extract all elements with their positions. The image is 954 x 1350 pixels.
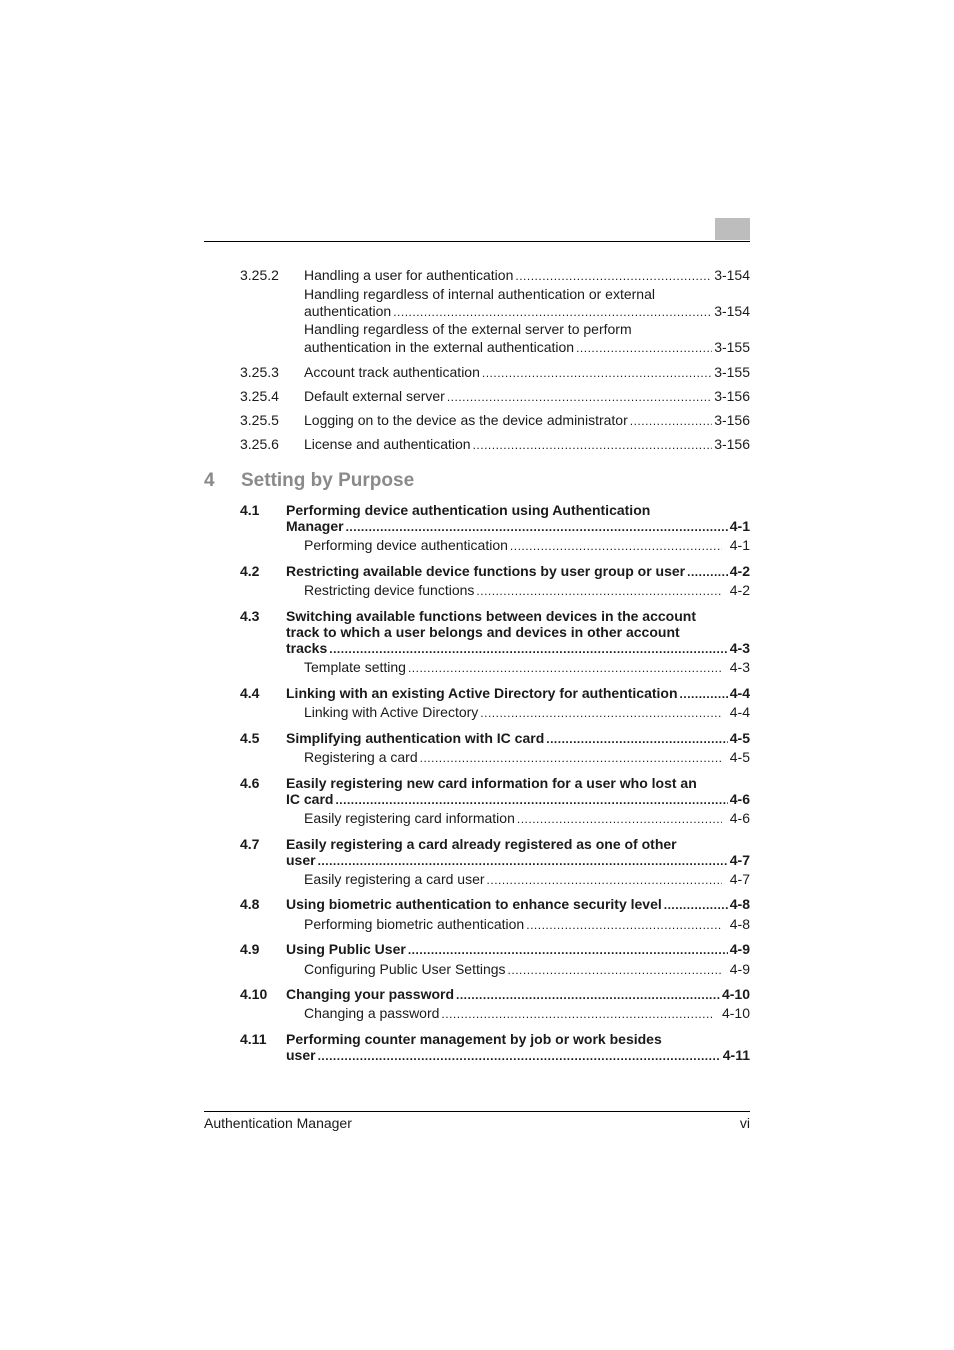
subsection-title: Changing a password: [304, 1005, 440, 1021]
section-title-line-3: tracks: [286, 640, 328, 656]
section-title: Restricting available device functions by user group or user: [286, 563, 686, 579]
entry-title-line-1: Handling regardless of internal authentication or external: [304, 286, 655, 302]
section-page: 4-10: [721, 986, 750, 1002]
section-number: 4.4: [240, 685, 260, 701]
subsection-title: Registering a card: [304, 749, 418, 765]
subsection-title: Restricting device functions: [304, 582, 475, 598]
entry-number: 3.25.3: [240, 364, 279, 380]
entry-page: 3-156: [714, 412, 750, 428]
dot-leader: [420, 750, 722, 766]
section-title-line-1: Performing counter management by job or work besides: [286, 1031, 662, 1047]
section-title-line-1: Easily registering new card information for a user who lost an: [286, 775, 697, 791]
section-number: 4.11: [240, 1031, 267, 1047]
section-title-line-1: Easily registering a card already registered as one of other: [286, 836, 677, 852]
section-number: 4.8: [240, 896, 260, 912]
section-title-line-2: track to which a user belongs and devices in other account: [286, 624, 680, 640]
section-title-line-2: Manager: [286, 518, 344, 534]
entry-page: 3-156: [714, 388, 750, 404]
section-page: 4-7: [729, 852, 750, 868]
dot-leader: [456, 987, 720, 1003]
entry-page: 3-154: [714, 267, 750, 283]
entry-title-line-1: Handling regardless of the external server to perform: [304, 321, 632, 337]
entry-page: 3-154: [714, 303, 750, 319]
header-rule: [204, 241, 750, 242]
chapter-number: 4: [204, 470, 215, 491]
dot-leader: [476, 583, 721, 599]
dot-leader: [408, 942, 728, 958]
section-page: 4-11: [722, 1047, 750, 1063]
dot-leader: [680, 686, 728, 702]
entry-title-line-2: authentication in the external authentication: [304, 339, 575, 355]
entry-number: 3.25.5: [240, 412, 279, 428]
section-number: 4.7: [240, 836, 260, 852]
section-page: 4-4: [729, 685, 750, 701]
section-title: Using biometric authentication to enhance security level: [286, 896, 662, 912]
subsection-page: 4-7: [729, 871, 750, 887]
subsection-page: 4-8: [729, 916, 750, 932]
dot-leader: [487, 872, 722, 888]
dot-leader: [482, 365, 712, 381]
entry-title-line-2: authentication: [304, 303, 392, 319]
section-page: 4-1: [729, 518, 750, 534]
subsection-title: Configuring Public User Settings: [304, 961, 506, 977]
section-number: 4.10: [240, 986, 268, 1002]
footer-rule: [204, 1111, 750, 1112]
dot-leader: [480, 705, 721, 721]
dot-leader: [510, 538, 722, 554]
header-tab-marker: [715, 218, 750, 240]
entry-number: 3.25.2: [240, 267, 279, 283]
section-title: Linking with an existing Active Directory for authentication: [286, 685, 678, 701]
section-title-line-2: user: [286, 1047, 316, 1063]
entry-title: License and authentication: [304, 436, 471, 452]
dot-leader: [329, 641, 728, 657]
entry-page: 3-156: [714, 436, 750, 452]
subsection-title: Easily registering a card user: [304, 871, 485, 887]
dot-leader: [473, 437, 713, 453]
subsection-title: Linking with Active Directory: [304, 704, 479, 720]
section-number: 4.5: [240, 730, 260, 746]
entry-page: 3-155: [714, 364, 750, 380]
footer-page-number: vi: [739, 1115, 750, 1131]
subsection-page: 4-4: [729, 704, 750, 720]
dot-leader: [517, 811, 722, 827]
subsection-page: 4-1: [729, 537, 750, 553]
section-page: 4-2: [729, 563, 750, 579]
subsection-page: 4-2: [729, 582, 750, 598]
entry-title: Default external server: [304, 388, 445, 404]
dot-leader: [335, 792, 727, 808]
subsection-page: 4-5: [729, 749, 750, 765]
subsection-page: 4-3: [729, 659, 750, 675]
section-title: Changing your password: [286, 986, 455, 1002]
subsection-page: 4-6: [729, 810, 750, 826]
entry-title: Account track authentication: [304, 364, 480, 380]
dot-leader: [346, 519, 728, 535]
section-title: Using Public User: [286, 941, 406, 957]
entry-number: 3.25.6: [240, 436, 279, 452]
dot-leader: [318, 853, 728, 869]
dot-leader: [408, 660, 722, 676]
dot-leader: [687, 564, 728, 580]
entry-number: 3.25.4: [240, 388, 279, 404]
section-number: 4.9: [240, 941, 260, 957]
dot-leader: [441, 1006, 714, 1022]
dot-leader: [630, 413, 712, 429]
dot-leader: [447, 389, 712, 405]
section-number: 4.2: [240, 563, 260, 579]
subsection-page: 4-9: [729, 961, 750, 977]
subsection-title: Performing device authentication: [304, 537, 508, 553]
footer-title: Authentication Manager: [204, 1115, 352, 1131]
section-title-line-2: IC card: [286, 791, 334, 807]
dot-leader: [546, 731, 728, 747]
dot-leader: [508, 962, 722, 978]
section-title-line-1: Performing device authentication using Authentication: [286, 502, 651, 518]
subsection-title: Easily registering card information: [304, 810, 515, 826]
dot-leader: [664, 897, 728, 913]
section-title-line-2: user: [286, 852, 316, 868]
section-page: 4-9: [729, 941, 750, 957]
dot-leader: [576, 340, 712, 356]
entry-title: Handling a user for authentication: [304, 267, 514, 283]
section-page: 4-8: [729, 896, 750, 912]
section-number: 4.6: [240, 775, 260, 791]
section-title-line-1: Switching available functions between devices in the account: [286, 608, 696, 624]
chapter-title: Setting by Purpose: [241, 470, 415, 491]
section-number: 4.1: [240, 502, 260, 518]
dot-leader: [318, 1048, 721, 1064]
section-page: 4-6: [729, 791, 750, 807]
section-page: 4-5: [729, 730, 750, 746]
dot-leader: [515, 268, 712, 284]
section-page: 4-3: [729, 640, 750, 656]
section-number: 4.3: [240, 608, 260, 624]
entry-title: Logging on to the device as the device administrator: [304, 412, 628, 428]
dot-leader: [393, 304, 712, 320]
subsection-title: Performing biometric authentication: [304, 916, 525, 932]
section-title: Simplifying authentication with IC card: [286, 730, 545, 746]
entry-page: 3-155: [714, 339, 750, 355]
subsection-page: 4-10: [721, 1005, 750, 1021]
subsection-title: Template setting: [304, 659, 406, 675]
dot-leader: [526, 917, 722, 933]
